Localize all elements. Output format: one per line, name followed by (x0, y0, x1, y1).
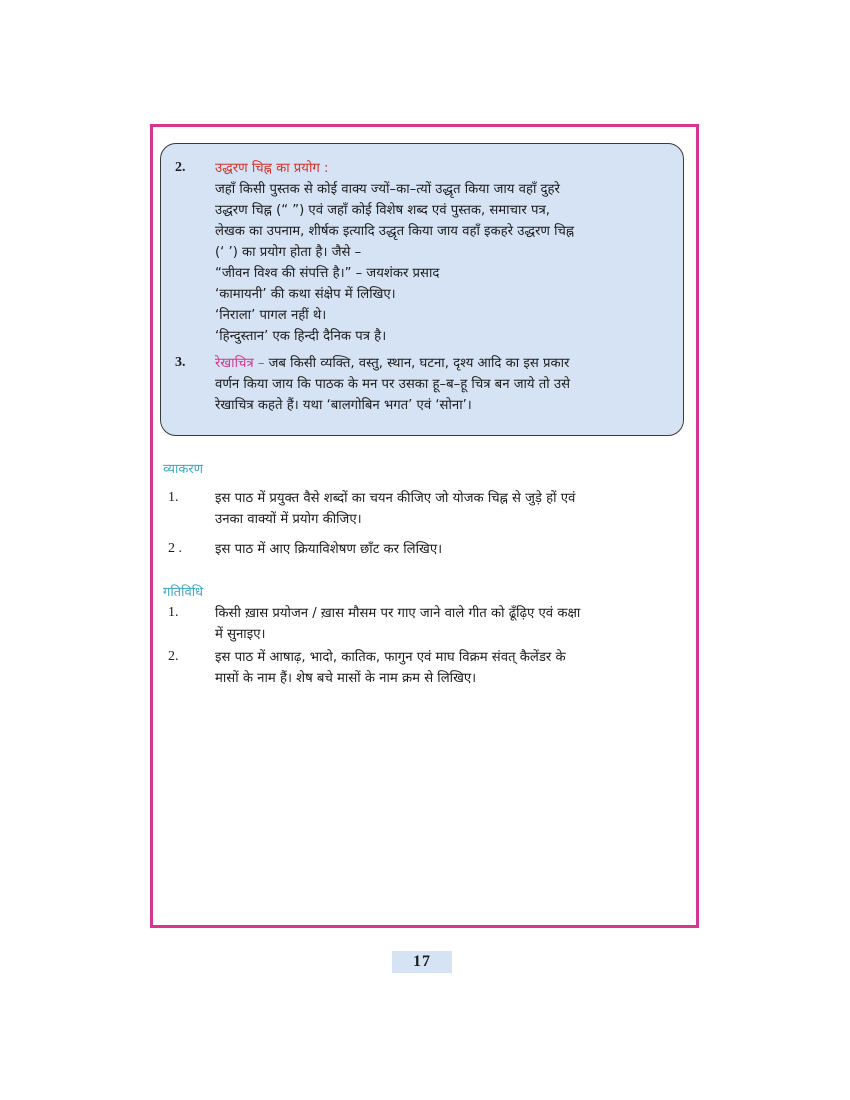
item-2-line: उद्धरण चिह्न (“ ”) एवं जहाँ कोई विशेष शब्द एवं पुस्तक, समाचार पत्र, (215, 203, 550, 218)
section-title-gatividhi: गतिविधि (163, 585, 204, 600)
item-3-heading: रेखाचित्र – (215, 356, 265, 371)
gatividhi-item-line: में सुनाइए। (215, 627, 266, 642)
gatividhi-item-2 (215, 647, 566, 689)
quote-example: ‘निराला’ पागल नहीं थे। (215, 308, 327, 323)
item-3-line: जब किसी व्यक्ति, वस्तु, स्थान, घटना, दृश्य आदि का इस प्रकार (264, 356, 570, 371)
gatividhi-item-2-number: 2. (168, 649, 179, 664)
page-number: 17 (392, 951, 452, 973)
vyakaran-item-line: उनका वाक्यों में प्रयोग कीजिए। (215, 512, 362, 527)
quote-example: ‘हिन्दुस्तान’ एक हिन्दी दैनिक पत्र है। (215, 329, 387, 344)
item-3-number: 3. (175, 355, 186, 370)
vyakaran-item-2-number: 2 . (168, 541, 182, 556)
gatividhi-item-line: किसी ख़ास प्रयोजन / ख़ास मौसम पर गाए जाने वाले गीत को ढूँढ़िए एवं कक्षा (215, 606, 581, 621)
item-2-line: लेखक का उपनाम, शीर्षक इत्यादि उद्धृत किया जाय वहाँ इकहरे उद्धरण चिह्न (215, 224, 575, 239)
item-2-number: 2. (175, 160, 186, 175)
item-3-line: रेखाचित्र कहते हैं। यथा ‘बालगोबिन भगत’ एवं ‘सोना’। (215, 398, 472, 413)
item-2-line: जहाँ किसी पुस्तक से कोई वाक्य ज्यों–का–त्यों उद्धृत किया जाय वहाँ दुहरे (215, 182, 560, 197)
item-2-line: (‘ ’) का प्रयोग होता है। जैसे – (215, 245, 362, 260)
item-3-first-line (215, 353, 570, 374)
section-title-vyakaran: व्याकरण (163, 462, 204, 477)
quote-example: “जीवन विश्व की संपत्ति है।” – जयशंकर प्रसाद (215, 266, 440, 281)
vyakaran-item-1 (215, 488, 575, 530)
vyakaran-item-line: इस पाठ में आए क्रियाविशेषण छाँट कर लिखिए। (215, 542, 443, 557)
gatividhi-item-line: इस पाठ में आषाढ़, भादो, कातिक, फागुन एवं माघ विक्रम संवत् कैलेंडर के (215, 650, 566, 665)
vyakaran-item-2 (215, 539, 442, 560)
vyakaran-item-line: इस पाठ में प्रयुक्त वैसे शब्दों का चयन कीजिए जो योजक चिह्न से जुड़े हों एवं (215, 491, 576, 506)
item-2-heading: उद्धरण चिह्न का प्रयोग : (215, 161, 329, 176)
gatividhi-item-1 (215, 603, 580, 645)
item-3-content (215, 353, 570, 416)
gatividhi-item-line: मासों के नाम हैं। शेष बचे मासों के नाम क्रम से लिखिए। (215, 671, 477, 686)
quote-example: ‘कामायनी’ की कथा संक्षेप में लिखिए। (215, 287, 396, 302)
item-2-content (215, 158, 574, 347)
vyakaran-item-1-number: 1. (168, 490, 179, 505)
gatividhi-item-1-number: 1. (168, 605, 179, 620)
item-3-line: वर्णन किया जाय कि पाठक के मन पर उसका हू–ब–हू चित्र बन जाये तो उसे (215, 377, 571, 392)
